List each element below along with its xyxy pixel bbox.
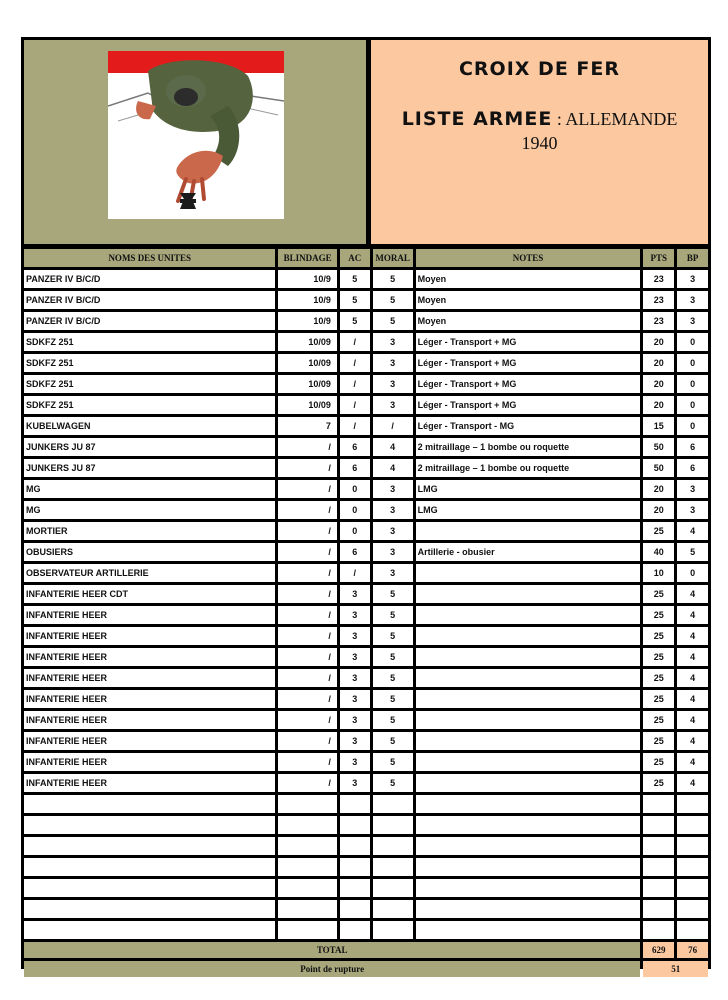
cell-name: OBSERVATEUR ARTILLERIE (24, 564, 275, 582)
cell-pts: 20 (643, 333, 674, 351)
cell-morale: 3 (373, 501, 413, 519)
cell-notes (416, 732, 641, 750)
cell-name: MG (24, 480, 275, 498)
cell-name: PANZER IV B/C/D (24, 291, 275, 309)
table-row (24, 564, 708, 582)
cell-notes (416, 795, 641, 813)
table-row (24, 795, 708, 813)
cell-ac (340, 879, 370, 897)
cell-notes (416, 564, 641, 582)
cell-bp (677, 816, 708, 834)
cell-armor: / (278, 543, 336, 561)
cell-armor: / (278, 501, 336, 519)
cell-bp: 0 (677, 333, 708, 351)
cell-ac: 0 (340, 480, 370, 498)
cell-armor (278, 900, 336, 918)
cell-bp: 4 (677, 732, 708, 750)
cell-armor: / (278, 585, 336, 603)
cell-notes: Léger - Transport + MG (416, 396, 641, 414)
cell-name (24, 879, 275, 897)
cell-morale (373, 795, 413, 813)
table-row (24, 837, 708, 855)
cell-pts (643, 837, 674, 855)
cell-notes (416, 606, 641, 624)
table-row (24, 522, 708, 540)
cell-notes: Léger - Transport + MG (416, 333, 641, 351)
table-row (24, 396, 708, 414)
col-header-pts: PTS (643, 249, 674, 267)
table-row (24, 375, 708, 393)
cell-bp (677, 837, 708, 855)
cell-armor: 10/09 (278, 396, 336, 414)
table-row (24, 732, 708, 750)
cell-morale: 5 (373, 774, 413, 792)
cell-notes (416, 522, 641, 540)
cell-morale: 3 (373, 396, 413, 414)
total-label: TOTAL (24, 942, 640, 958)
table-row (24, 438, 708, 456)
cell-bp: 3 (677, 501, 708, 519)
cell-ac: / (340, 354, 370, 372)
cell-ac: 5 (340, 270, 370, 288)
cell-name: MORTIER (24, 522, 275, 540)
cell-notes: Moyen (416, 312, 641, 330)
cell-pts: 20 (643, 480, 674, 498)
cell-bp: 4 (677, 606, 708, 624)
header-title-panel (371, 40, 708, 244)
cell-morale (373, 900, 413, 918)
cell-ac: 3 (340, 690, 370, 708)
table-row (24, 354, 708, 372)
cell-morale (373, 858, 413, 876)
game-title: CROIX DE FER (458, 58, 620, 80)
cell-armor (278, 858, 336, 876)
cell-pts: 25 (643, 753, 674, 771)
cell-notes: LMG (416, 480, 641, 498)
cell-ac: 3 (340, 648, 370, 666)
cell-pts (643, 858, 674, 876)
cell-morale: 5 (373, 291, 413, 309)
table-row (24, 816, 708, 834)
cell-bp: 4 (677, 669, 708, 687)
cell-name: INFANTERIE HEER (24, 690, 275, 708)
cell-notes: Léger - Transport - MG (416, 417, 641, 435)
cell-name: INFANTERIE HEER CDT (24, 585, 275, 603)
cell-pts: 25 (643, 648, 674, 666)
cell-notes: 2 mitraillage – 1 bombe ou roquette (416, 438, 641, 456)
cell-morale: 4 (373, 459, 413, 477)
cell-ac: 5 (340, 312, 370, 330)
cell-bp (677, 858, 708, 876)
cell-bp (677, 921, 708, 939)
table-row (24, 669, 708, 687)
cell-morale: 3 (373, 543, 413, 561)
cell-bp: 3 (677, 480, 708, 498)
cell-armor: 10/9 (278, 270, 336, 288)
cell-notes (416, 753, 641, 771)
table-row (24, 459, 708, 477)
cell-morale: 5 (373, 669, 413, 687)
cell-ac: 3 (340, 774, 370, 792)
table-row (24, 753, 708, 771)
cell-ac: 6 (340, 543, 370, 561)
cell-morale: 5 (373, 753, 413, 771)
cell-ac: 0 (340, 501, 370, 519)
cell-armor: / (278, 774, 336, 792)
cell-name: SDKFZ 251 (24, 333, 275, 351)
cell-morale: 5 (373, 732, 413, 750)
col-header-ac: AC (340, 249, 370, 267)
cell-name: PANZER IV B/C/D (24, 312, 275, 330)
cell-notes: Léger - Transport + MG (416, 375, 641, 393)
army-year: 1940 (521, 133, 558, 153)
cell-notes (416, 816, 641, 834)
cell-notes (416, 921, 641, 939)
cell-notes (416, 900, 641, 918)
total-bp: 76 (677, 942, 708, 958)
cell-morale: 4 (373, 438, 413, 456)
cell-armor: / (278, 522, 336, 540)
cell-pts: 25 (643, 690, 674, 708)
cell-notes (416, 879, 641, 897)
cell-armor: / (278, 438, 336, 456)
col-header-name: NOMS DES UNITES (24, 249, 275, 267)
cell-name (24, 816, 275, 834)
cell-pts: 23 (643, 291, 674, 309)
table-row (24, 648, 708, 666)
cell-morale: 5 (373, 585, 413, 603)
cell-ac (340, 795, 370, 813)
cell-armor: 10/09 (278, 354, 336, 372)
cell-ac: 3 (340, 711, 370, 729)
cell-name: INFANTERIE HEER (24, 774, 275, 792)
cell-armor: 10/09 (278, 333, 336, 351)
cell-morale: 5 (373, 648, 413, 666)
cell-name: INFANTERIE HEER (24, 648, 275, 666)
cell-name: INFANTERIE HEER (24, 669, 275, 687)
units-table (21, 246, 711, 980)
cell-morale: 5 (373, 312, 413, 330)
cell-pts: 25 (643, 669, 674, 687)
cell-name: SDKFZ 251 (24, 375, 275, 393)
cell-name: KUBELWAGEN (24, 417, 275, 435)
cell-bp: 6 (677, 459, 708, 477)
cell-notes (416, 585, 641, 603)
table-header-row (24, 249, 708, 267)
cell-morale: 5 (373, 690, 413, 708)
cell-bp (677, 900, 708, 918)
cell-morale: 3 (373, 333, 413, 351)
army-label: LISTE ARMEE (401, 108, 553, 130)
cell-bp: 0 (677, 417, 708, 435)
cell-armor: 7 (278, 417, 336, 435)
cell-armor: 10/09 (278, 375, 336, 393)
cell-pts: 20 (643, 354, 674, 372)
cell-armor (278, 921, 336, 939)
cell-armor: / (278, 732, 336, 750)
cell-morale: 3 (373, 354, 413, 372)
cell-bp: 4 (677, 522, 708, 540)
cell-name: INFANTERIE HEER (24, 606, 275, 624)
cell-bp: 6 (677, 438, 708, 456)
cell-morale: 5 (373, 606, 413, 624)
cell-bp: 4 (677, 753, 708, 771)
cell-ac: / (340, 417, 370, 435)
cell-ac: / (340, 375, 370, 393)
cell-ac: / (340, 564, 370, 582)
cell-ac: 6 (340, 459, 370, 477)
cell-pts: 10 (643, 564, 674, 582)
cell-armor: / (278, 753, 336, 771)
cell-name (24, 837, 275, 855)
cell-notes (416, 627, 641, 645)
cell-armor: / (278, 669, 336, 687)
cell-pts: 20 (643, 396, 674, 414)
table-row (24, 858, 708, 876)
cell-name: PANZER IV B/C/D (24, 270, 275, 288)
cell-armor: / (278, 564, 336, 582)
cell-name: INFANTERIE HEER (24, 753, 275, 771)
cell-armor: / (278, 480, 336, 498)
cell-morale (373, 816, 413, 834)
cell-pts: 20 (643, 501, 674, 519)
cell-armor (278, 837, 336, 855)
table-row (24, 879, 708, 897)
total-pts: 629 (643, 942, 674, 958)
cell-name (24, 795, 275, 813)
cell-notes: Léger - Transport + MG (416, 354, 641, 372)
cell-armor: / (278, 459, 336, 477)
cell-notes (416, 690, 641, 708)
rupture-label: Point de rupture (24, 961, 640, 977)
cell-ac: / (340, 396, 370, 414)
cell-bp (677, 795, 708, 813)
cell-name (24, 858, 275, 876)
cell-bp: 4 (677, 774, 708, 792)
cell-name: INFANTERIE HEER (24, 627, 275, 645)
cell-ac: 3 (340, 753, 370, 771)
cell-ac: 3 (340, 606, 370, 624)
cell-ac: 5 (340, 291, 370, 309)
cell-bp: 3 (677, 270, 708, 288)
cell-name: JUNKERS JU 87 (24, 438, 275, 456)
cell-bp: 4 (677, 711, 708, 729)
cell-notes (416, 669, 641, 687)
table-row (24, 606, 708, 624)
cell-name (24, 921, 275, 939)
cell-armor: / (278, 648, 336, 666)
cell-pts (643, 816, 674, 834)
table-row (24, 270, 708, 288)
cell-notes (416, 858, 641, 876)
col-header-notes: NOTES (416, 249, 641, 267)
cell-ac: 3 (340, 732, 370, 750)
cell-armor: / (278, 711, 336, 729)
col-header-armor: BLINDAGE (278, 249, 336, 267)
table-row (24, 690, 708, 708)
cell-morale: 5 (373, 711, 413, 729)
cell-pts (643, 921, 674, 939)
cell-morale (373, 837, 413, 855)
table-row (24, 711, 708, 729)
header-illustration-panel (24, 40, 366, 244)
cell-bp: 0 (677, 564, 708, 582)
cell-pts: 25 (643, 732, 674, 750)
cell-name (24, 900, 275, 918)
cell-name: MG (24, 501, 275, 519)
cell-morale: 3 (373, 564, 413, 582)
cell-bp: 0 (677, 396, 708, 414)
cell-ac (340, 837, 370, 855)
rupture-row (24, 961, 708, 977)
cell-notes (416, 837, 641, 855)
cell-bp: 4 (677, 690, 708, 708)
cell-notes (416, 711, 641, 729)
col-header-morale: MORAL (373, 249, 413, 267)
cell-bp: 0 (677, 375, 708, 393)
cell-ac (340, 921, 370, 939)
col-header-bp: BP (677, 249, 708, 267)
table-row (24, 291, 708, 309)
total-row (24, 942, 708, 958)
cell-ac: 3 (340, 627, 370, 645)
cell-bp: 3 (677, 312, 708, 330)
table-row (24, 585, 708, 603)
army-separator: : (552, 109, 566, 129)
cell-ac: 0 (340, 522, 370, 540)
cell-pts: 25 (643, 774, 674, 792)
cell-bp: 3 (677, 291, 708, 309)
cell-pts: 40 (643, 543, 674, 561)
cell-armor: / (278, 606, 336, 624)
table-row (24, 774, 708, 792)
cell-armor: 10/9 (278, 312, 336, 330)
cell-pts: 25 (643, 585, 674, 603)
cell-pts: 25 (643, 522, 674, 540)
cell-bp: 5 (677, 543, 708, 561)
cell-notes: Moyen (416, 291, 641, 309)
cell-pts (643, 900, 674, 918)
cell-pts: 50 (643, 438, 674, 456)
cell-bp: 0 (677, 354, 708, 372)
cell-pts (643, 795, 674, 813)
cell-notes: Artillerie - obusier (416, 543, 641, 561)
cell-notes: LMG (416, 501, 641, 519)
cell-morale: 5 (373, 627, 413, 645)
cell-morale: 3 (373, 480, 413, 498)
cell-bp (677, 879, 708, 897)
cell-pts: 23 (643, 312, 674, 330)
table-row (24, 417, 708, 435)
cell-name: SDKFZ 251 (24, 396, 275, 414)
cell-armor (278, 816, 336, 834)
cell-armor: / (278, 627, 336, 645)
cell-notes (416, 774, 641, 792)
cell-morale: 3 (373, 375, 413, 393)
cell-ac (340, 858, 370, 876)
cell-morale: 3 (373, 522, 413, 540)
cell-name: JUNKERS JU 87 (24, 459, 275, 477)
cell-ac: 6 (340, 438, 370, 456)
cell-morale: / (373, 417, 413, 435)
soldier-illustration (108, 51, 284, 219)
cell-name: INFANTERIE HEER (24, 711, 275, 729)
cell-morale (373, 879, 413, 897)
cell-name: SDKFZ 251 (24, 354, 275, 372)
cell-pts: 50 (643, 459, 674, 477)
table-row (24, 480, 708, 498)
table-row (24, 312, 708, 330)
army-line (371, 108, 708, 130)
table-row (24, 627, 708, 645)
cell-ac: 3 (340, 669, 370, 687)
cell-morale: 5 (373, 270, 413, 288)
army-name: ALLEMANDE (565, 109, 678, 129)
cell-notes: Moyen (416, 270, 641, 288)
cell-notes: 2 mitraillage – 1 bombe ou roquette (416, 459, 641, 477)
army-list-sheet (21, 37, 711, 974)
cell-pts: 23 (643, 270, 674, 288)
table-row (24, 921, 708, 939)
cell-bp: 4 (677, 648, 708, 666)
table-row (24, 543, 708, 561)
cell-armor: / (278, 690, 336, 708)
cell-name: INFANTERIE HEER (24, 732, 275, 750)
rupture-value: 51 (643, 961, 708, 977)
cell-name: OBUSIERS (24, 543, 275, 561)
table-row (24, 900, 708, 918)
cell-armor (278, 795, 336, 813)
table-row (24, 333, 708, 351)
cell-pts: 25 (643, 711, 674, 729)
cell-pts: 20 (643, 375, 674, 393)
cell-morale (373, 921, 413, 939)
cell-bp: 4 (677, 627, 708, 645)
cell-pts (643, 879, 674, 897)
cell-armor (278, 879, 336, 897)
cell-pts: 25 (643, 627, 674, 645)
cell-notes (416, 648, 641, 666)
cell-bp: 4 (677, 585, 708, 603)
cell-armor: 10/9 (278, 291, 336, 309)
cell-ac (340, 900, 370, 918)
cell-pts: 25 (643, 606, 674, 624)
cell-ac: / (340, 333, 370, 351)
cell-ac (340, 816, 370, 834)
cell-pts: 15 (643, 417, 674, 435)
table-row (24, 501, 708, 519)
cell-ac: 3 (340, 585, 370, 603)
